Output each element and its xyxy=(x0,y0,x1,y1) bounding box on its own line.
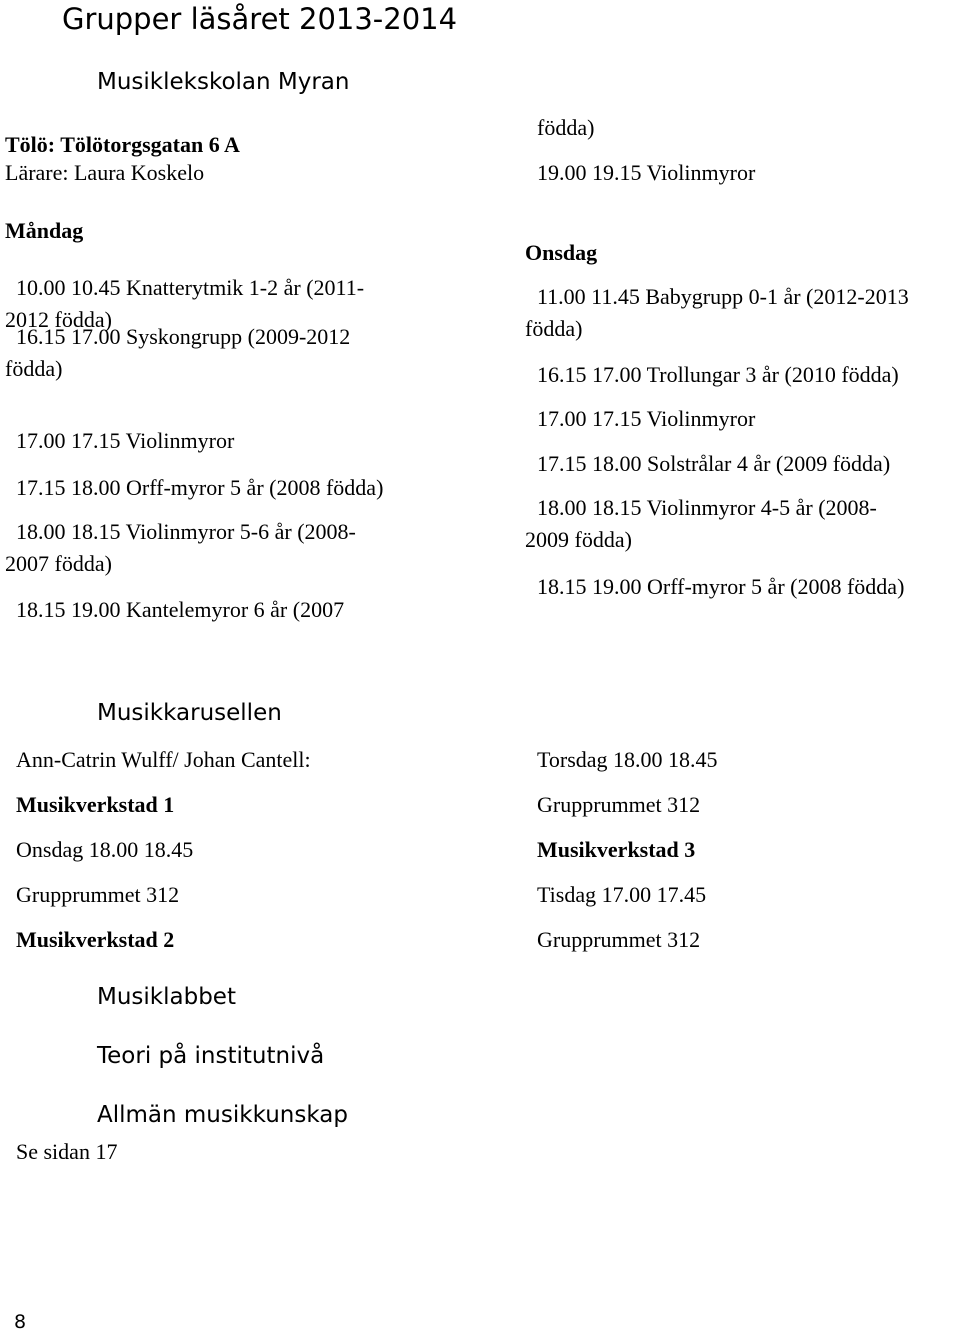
schedule-line: födda) xyxy=(525,316,583,341)
workshop-time: Torsdag 18.00 18.45 xyxy=(537,747,718,772)
subheading: Teori på institutnivå xyxy=(97,1043,325,1069)
schedule-line: 10.00 10.45 Knatterytmik 1-2 år (2011- xyxy=(16,275,365,300)
schedule-line: födda) xyxy=(537,115,595,140)
schedule-line: 17.00 17.15 Violinmyror xyxy=(16,428,235,453)
page-title: Grupper läsåret 2013-2014 xyxy=(62,2,458,36)
schedule-line: 19.00 19.15 Violinmyror xyxy=(537,160,756,185)
schedule-line: 16.15 17.00 Syskongrupp (2009-2012 xyxy=(16,324,351,349)
day-wednesday: Onsdag xyxy=(525,240,598,265)
section-heading-karusellen: Musikkarusellen xyxy=(97,700,282,726)
workshop-room: Grupprummet 312 xyxy=(537,927,701,952)
workshop-title: Musikverkstad 3 xyxy=(537,837,696,862)
schedule-line: 11.00 11.45 Babygrupp 0-1 år (2012-2013 xyxy=(537,284,909,309)
section-heading-labbet: Musiklabbet xyxy=(97,984,236,1010)
workshop-time: Tisdag 17.00 17.45 xyxy=(537,882,707,907)
workshop-room: Grupprummet 312 xyxy=(537,792,701,817)
section-heading-myran: Musiklekskolan Myran xyxy=(97,69,350,95)
schedule-line: 2012 födda) xyxy=(5,307,112,332)
schedule-line: 18.00 18.15 Violinmyror 5-6 år (2008- xyxy=(16,519,356,544)
teacher: Lärare: Laura Koskelo xyxy=(5,160,205,185)
location: Tölö: Tölötorgsgatan 6 A xyxy=(5,132,240,157)
subheading: Allmän musikkunskap xyxy=(97,1102,348,1128)
teachers: Ann-Catrin Wulff/ Johan Cantell: xyxy=(16,747,311,772)
schedule-line: 17.15 18.00 Orff-myror 5 år (2008 födda) xyxy=(16,475,384,500)
workshop-room: Grupprummet 312 xyxy=(16,882,180,907)
see-page-note: Se sidan 17 xyxy=(16,1139,118,1164)
schedule-line: 18.15 19.00 Kantelemyror 6 år (2007 xyxy=(16,597,345,622)
page-number: 8 xyxy=(14,1311,27,1333)
schedule-line: 2009 födda) xyxy=(525,527,632,552)
schedule-line: 17.00 17.15 Violinmyror xyxy=(537,406,756,431)
day-monday: Måndag xyxy=(5,218,84,243)
workshop-title: Musikverkstad 2 xyxy=(16,927,175,952)
schedule-line: 18.15 19.00 Orff-myror 5 år (2008 födda) xyxy=(537,574,905,599)
schedule-line: 2007 födda) xyxy=(5,551,112,576)
workshop-title: Musikverkstad 1 xyxy=(16,792,175,817)
schedule-line: 18.00 18.15 Violinmyror 4-5 år (2008- xyxy=(537,495,877,520)
schedule-line: 17.15 18.00 Solstrålar 4 år (2009 födda) xyxy=(537,451,891,476)
workshop-time: Onsdag 18.00 18.45 xyxy=(16,837,194,862)
schedule-line: 16.15 17.00 Trollungar 3 år (2010 födda) xyxy=(537,362,899,387)
schedule-line: födda) xyxy=(5,356,63,381)
